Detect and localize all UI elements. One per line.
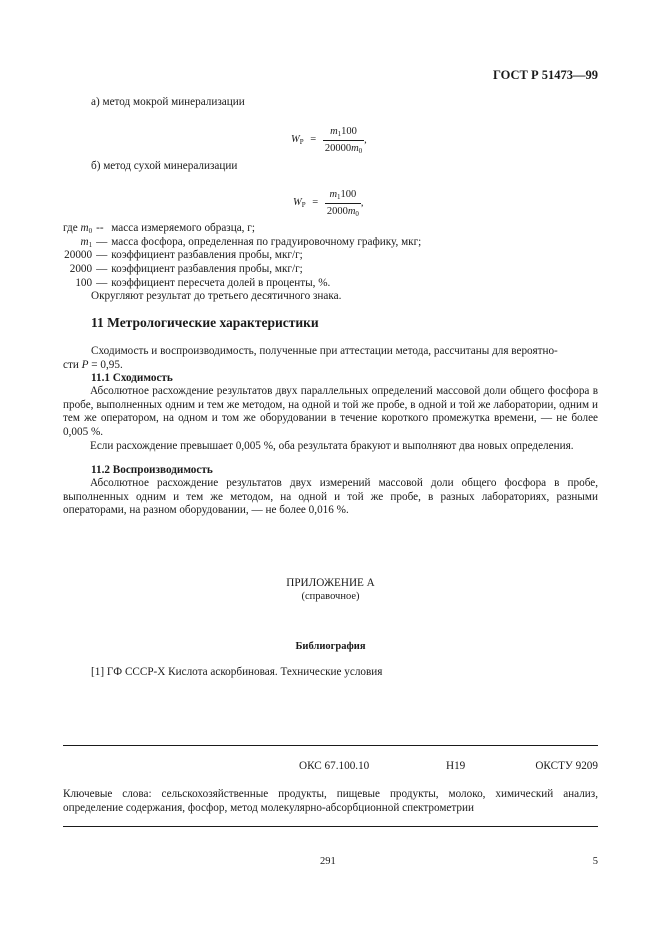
def-symbol: m: [80, 222, 89, 234]
formula-a-den-const: 20000: [324, 142, 352, 154]
formula-a-num-const: 100: [341, 126, 357, 137]
formula-b-den-sub: 0: [355, 209, 359, 218]
def-symbol: m: [80, 235, 89, 248]
footer-bottom-rule: [63, 826, 598, 827]
formula-b-lhs-sub: P: [301, 201, 306, 210]
def-symbol: 100: [75, 276, 93, 289]
section-11-intro-line1: Сходимость и воспроизводимость, полученные при аттестации метода, рассчитаны для вероятно-: [91, 345, 558, 357]
formula-b-eq: =: [312, 197, 319, 209]
subsection-11-1-title: 11.1 Сходимость: [91, 372, 173, 384]
formula-a-eq: =: [310, 134, 317, 146]
definition-row: [63, 236, 421, 250]
definitions-block: [63, 222, 421, 291]
definition-row: [63, 263, 421, 277]
section-11-intro-line2: [63, 359, 123, 373]
rounding-note: Округляют результат до третьего десятичного знака.: [91, 290, 342, 302]
bibliography-title: Библиография: [295, 641, 366, 652]
appendix-title: ПРИЛОЖЕНИЕ А: [286, 577, 375, 589]
def-symbol-sub: 1: [88, 240, 93, 249]
keywords: Ключевые слова: сельскохозяйственные продукты, пищевые продукты, молоко, химический анализ, определение содержания, фосфор, метод молекулярно-абсорбционной спектрометрии: [63, 788, 598, 814]
formula-b-num-sub: 1: [337, 193, 341, 201]
appendix-subtitle: (справочное): [301, 591, 360, 602]
def-text: масса измеряемого образца, г;: [111, 222, 255, 234]
page-number-center: 291: [320, 856, 336, 867]
def-symbol: 20000: [64, 249, 93, 262]
page-number-right: 5: [592, 856, 598, 867]
method-b-label: б) метод сухой минерализации: [91, 160, 238, 172]
formula-b-lhs-var: W: [293, 197, 302, 209]
subsection-11-2-body: [63, 477, 598, 518]
paragraph: Если расхождение превышает 0,005 %, оба результата бракуют и выполняют два новых определения.: [90, 439, 574, 452]
oks-code: ОКС 67.100.10: [299, 760, 370, 772]
formula-b-num-const: 100: [340, 189, 357, 200]
def-symbol: 2000: [69, 263, 93, 276]
formula-b-den-var: m: [347, 205, 356, 217]
intro-text: сти: [63, 359, 82, 371]
def-dash: —: [96, 235, 108, 248]
definition-row: [63, 222, 421, 236]
formula-a-den-var: m: [351, 142, 359, 154]
definition-row: [63, 277, 421, 291]
classification-code: Н19: [446, 760, 466, 772]
subsection-11-2-title: 11.2 Воспроизводимость: [91, 464, 213, 476]
paragraph: Абсолютное расхождение результатов двух измерений массовой доли общего фосфора в пробе, выполненных одним и тем же методом, на одной и той же пробе, в разных лабораториях, разными операторами, на разном оборудовании, — не более 0,016 %.: [63, 477, 598, 517]
formula-wet-mineralization: [291, 125, 367, 155]
formula-a-num-var: m: [330, 126, 338, 137]
document-code: ГОСТ Р 51473—99: [492, 68, 598, 82]
formula-a-den-sub: 0: [358, 146, 363, 155]
formula-a-lhs-sub: P: [299, 138, 304, 147]
formula-b-tail: ,: [360, 197, 364, 209]
def-text: коэффициент разбавления пробы, мкг/г;: [111, 249, 303, 262]
formula-a-num-sub: 1: [337, 130, 342, 138]
subsection-11-1-body: [63, 385, 598, 454]
formula-dry-mineralization: [293, 188, 364, 218]
def-dash: —: [96, 263, 108, 276]
formula-b-num-var: m: [329, 189, 338, 200]
formula-b-den-const: 2000: [326, 205, 348, 217]
formula-a-lhs-var: W: [291, 134, 300, 146]
def-text: масса фосфора, определенная по градуировочному графику, мкг;: [111, 235, 422, 248]
where-word: где: [63, 222, 78, 234]
def-dash: --: [96, 222, 104, 234]
okstu-code: ОКСТУ 9209: [535, 760, 598, 772]
definition-row: [63, 249, 421, 263]
footer-top-rule: [63, 745, 598, 746]
def-dash: —: [96, 249, 108, 262]
def-text: коэффициент пересчета долей в проценты, %.: [111, 276, 331, 289]
intro-text: = 0,95.: [88, 359, 123, 371]
def-dash: —: [96, 276, 108, 289]
formula-a-tail: ,: [364, 134, 367, 146]
paragraph: Абсолютное расхождение результатов двух параллельных определений массовой доли общего фосфора в пробе, выполненных одним и тем же методом, на одной и той же пробе, в одной и той же лаборатории, одним и тем же оператором, на одном и том же оборудовании в течение короткого промежутка времени, — не более 0,005 %.: [63, 385, 598, 439]
method-a-label: а) метод мокрой минерализации: [91, 96, 245, 108]
def-text: коэффициент разбавления пробы, мкг/г;: [111, 263, 303, 276]
bibliography-item: [1] ГФ СССР-Х Кислота аскорбиновая. Технические условия: [91, 666, 383, 678]
section-11-title: 11 Метрологические характеристики: [91, 315, 319, 330]
def-symbol-sub: 0: [88, 227, 93, 235]
probability-var: P: [81, 359, 89, 371]
